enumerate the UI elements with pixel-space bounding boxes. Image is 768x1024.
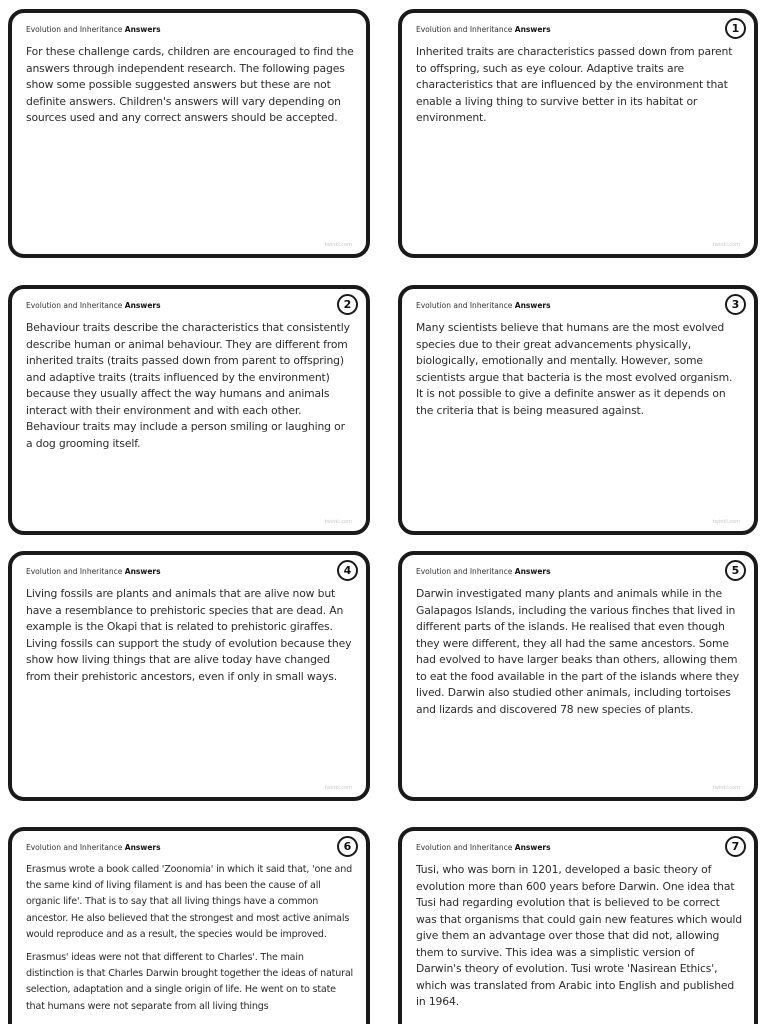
- card-paragraph: Inherited traits are characteristics passed down from parent to offspring, such as eye colour. Adaptive traits are characteristics that are influenced by the environment that enable a living thing to survive better in its habitat or environment.: [416, 45, 733, 124]
- answer-card-2: [8, 285, 370, 535]
- card-header: Evolution and Inheritance Answers: [26, 301, 161, 310]
- card-number-badge: 2: [337, 294, 358, 315]
- card-number-badge: 6: [337, 836, 358, 857]
- card-paragraph: For these challenge cards, children are encouraged to find the answers through independent research. The following pages show some possible suggested answers but these are not definite answers. Children's answers will vary depending on sources used and any correct answers should be accepted.: [26, 45, 354, 124]
- card-header: Evolution and Inheritance Answers: [26, 843, 161, 852]
- card-header: Evolution and Inheritance Answers: [416, 567, 551, 576]
- card-text: [416, 320, 742, 426]
- card-number-badge: 5: [725, 560, 746, 581]
- card-number-badge: 7: [725, 836, 746, 857]
- watermark: twinkl.com: [712, 785, 740, 791]
- card-number-badge: 1: [725, 18, 746, 39]
- answer-card-5: [398, 551, 758, 801]
- card-paragraph: Darwin investigated many plants and animals while in the Galapagos Islands, including the various finches that lived in different parts of the islands. He realised that even though they were different, they all had the same ancestors. Some had evolved to have larger beaks than others, allowing them to eat the food available in the part of the islands where they lived. Darwin also studied other animals, including tortoises and lizards and discovered 78 new species of plants.: [416, 587, 740, 716]
- watermark: twinkl.com: [324, 519, 352, 525]
- card-paragraph: Behaviour traits describe the characteristics that consistently describe human or animal behaviour. They are different from inherited traits (traits passed down from parent to offspring) and adaptive traits (traits influenced by the environment) because they usually affect the way humans and animals interact with their environment and with each other. Behaviour traits may include a person smiling or laughing or a dog grooming itself.: [26, 321, 350, 450]
- card-number-badge: 3: [725, 294, 746, 315]
- card-text: [26, 862, 354, 1022]
- card-text: [416, 862, 742, 1018]
- card-header: Evolution and Inheritance Answers: [416, 25, 551, 34]
- card-paragraph: Erasmus' ideas were not that different to Charles'. The main distinction is that Charles Darwin brought together the ideas of natural selection, adaptation and a single origin of life. He went on to state that humans were not separate from all living things: [26, 952, 353, 1012]
- answer-card-intro: [8, 9, 370, 258]
- answer-card-3: [398, 285, 758, 535]
- watermark: twinkl.com: [712, 242, 740, 248]
- card-text: [416, 586, 742, 725]
- card-header: Evolution and Inheritance Answers: [26, 567, 161, 576]
- card-header: Evolution and Inheritance Answers: [26, 25, 161, 34]
- watermark: twinkl.com: [324, 242, 352, 248]
- answer-card-4: [8, 551, 370, 801]
- card-paragraph: Erasmus wrote a book called 'Zoonomia' in which it said that, 'one and the same kind of living filament is and has been the cause of all organic life'. That is to say that all living things have a common ancestor. He also believed that the strongest and most active animals would reproduce and as a result, the species would be improved.: [26, 864, 353, 940]
- watermark: twinkl.com: [712, 519, 740, 525]
- card-paragraph: Many scientists believe that humans are the most evolved species due to their great advancements physically, biologically, emotionally and mentally. However, some scientists argue that bacteria is the most evolved organism. It is not possible to give a definite answer as it depends on the criteria that is being measured against.: [416, 321, 733, 417]
- card-number-badge: 4: [337, 560, 358, 581]
- card-paragraph: Tusi, who was born in 1201, developed a basic theory of evolution more than 600 years before Darwin. One idea that Tusi had regarding evolution that is believed to be correct was that organisms that could gain new features which would give them an advantage over those that did not, allowing them to survive. This idea was a simplistic version of Darwin's theory of evolution. Tusi wrote 'Nasirean Ethics', which was translated from Arabic into English and published in 1964.: [416, 863, 742, 1008]
- card-text: [416, 44, 742, 134]
- answer-card-1: [398, 9, 758, 258]
- card-header: Evolution and Inheritance Answers: [416, 301, 551, 310]
- card-header: Evolution and Inheritance Answers: [416, 843, 551, 852]
- answer-card-6: [8, 827, 370, 1024]
- watermark: twinkl.com: [324, 785, 352, 791]
- card-paragraph: Living fossils are plants and animals that are alive now but have a resemblance to prehistoric species that are dead. An example is the Okapi that is related to prehistoric giraffes. Living fossils can support the study of evolution because they show how living things that are alive today have changed from their prehistoric ancestors, even if only in small ways.: [26, 587, 352, 683]
- card-text: [26, 44, 354, 134]
- answer-card-7: [398, 827, 758, 1024]
- card-text: [26, 586, 354, 692]
- card-text: [26, 320, 354, 459]
